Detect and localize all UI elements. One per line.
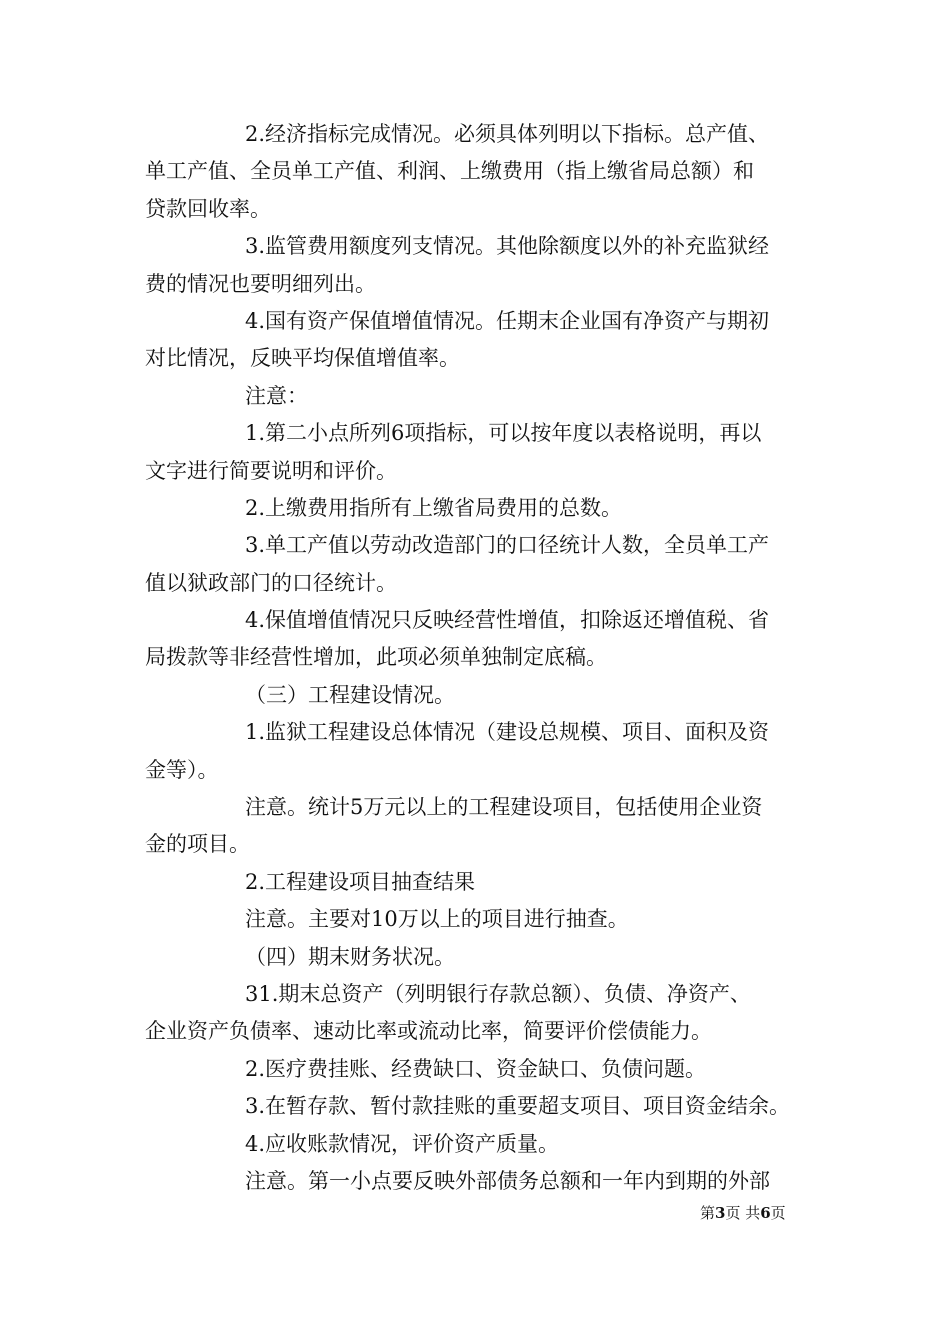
text-line: 4.应收账款情况，评价资产质量。: [245, 1131, 560, 1156]
text-line: 31.期末总资产（列明银行存款总额）、负债、净资产、: [245, 981, 751, 1006]
text-line: 单工产值、全员单工产值、利润、上缴费用（指上缴省局总额）和: [145, 159, 754, 184]
text-line: 4.国有资产保值增值情况。任期末企业国有净资产与期初: [245, 308, 770, 333]
text-line: 3.在暂存款、暂付款挂账的重要超支项目、项目资金结余。: [245, 1094, 791, 1119]
text-line: 3.监管费用额度列支情况。其他除额度以外的补充监狱经: [245, 234, 770, 259]
page-footer: [700, 1203, 786, 1223]
text-line: 2.医疗费挂账、经费缺口、资金缺口、负债问题。: [245, 1056, 707, 1081]
text-line: （三）工程建设情况。: [245, 682, 455, 707]
text-line: 1.第二小点所列6项指标，可以按年度以表格说明，再以: [245, 421, 762, 446]
footer-total-pages: 6: [760, 1204, 771, 1222]
text-line: 文字进行简要说明和评价。: [145, 458, 397, 483]
footer-current-page: 3: [715, 1204, 726, 1222]
text-line: 注意。统计5万元以上的工程建设项目，包括使用企业资: [245, 795, 763, 820]
text-line: 值以狱政部门的口径统计。: [145, 570, 397, 595]
text-line: 贷款回收率。: [145, 196, 271, 221]
text-line: 金的项目。: [145, 832, 250, 857]
text-line: 费的情况也要明细列出。: [145, 271, 376, 296]
footer-middle: 页 共: [725, 1204, 761, 1222]
document-body: [145, 116, 815, 1200]
text-line: （四）期末财务状况。: [245, 944, 455, 969]
text-line: 金等）。: [145, 757, 219, 782]
text-line: 2.上缴费用指所有上缴省局费用的总数。: [245, 495, 623, 520]
text-line: 对比情况，反映平均保值增值率。: [145, 346, 460, 371]
text-line: 3.单工产值以劳动改造部门的口径统计人数，全员单工产: [245, 533, 770, 558]
text-line: 2.经济指标完成情况。必须具体列明以下指标。总产值、: [245, 122, 770, 146]
text-line: 注意。第一小点要反映外部债务总额和一年内到期的外部: [245, 1168, 770, 1193]
text-line: 2.工程建设项目抽查结果: [245, 869, 476, 894]
text-line: 注意。主要对10万以上的项目进行抽查。: [245, 907, 629, 932]
footer-prefix: 第: [700, 1204, 716, 1222]
text-line: 4.保值增值情况只反映经营性增值，扣除返还增值税、省: [245, 608, 770, 633]
text-line: 注意：: [245, 383, 308, 408]
text-line: 1.监狱工程建设总体情况（建设总规模、项目、面积及资: [245, 720, 770, 745]
footer-suffix: 页: [770, 1204, 786, 1222]
text-line: 局拨款等非经营性增加，此项必须单独制定底稿。: [145, 645, 607, 670]
text-line: 企业资产负债率、速动比率或流动比率，简要评价偿债能力。: [145, 1019, 712, 1044]
